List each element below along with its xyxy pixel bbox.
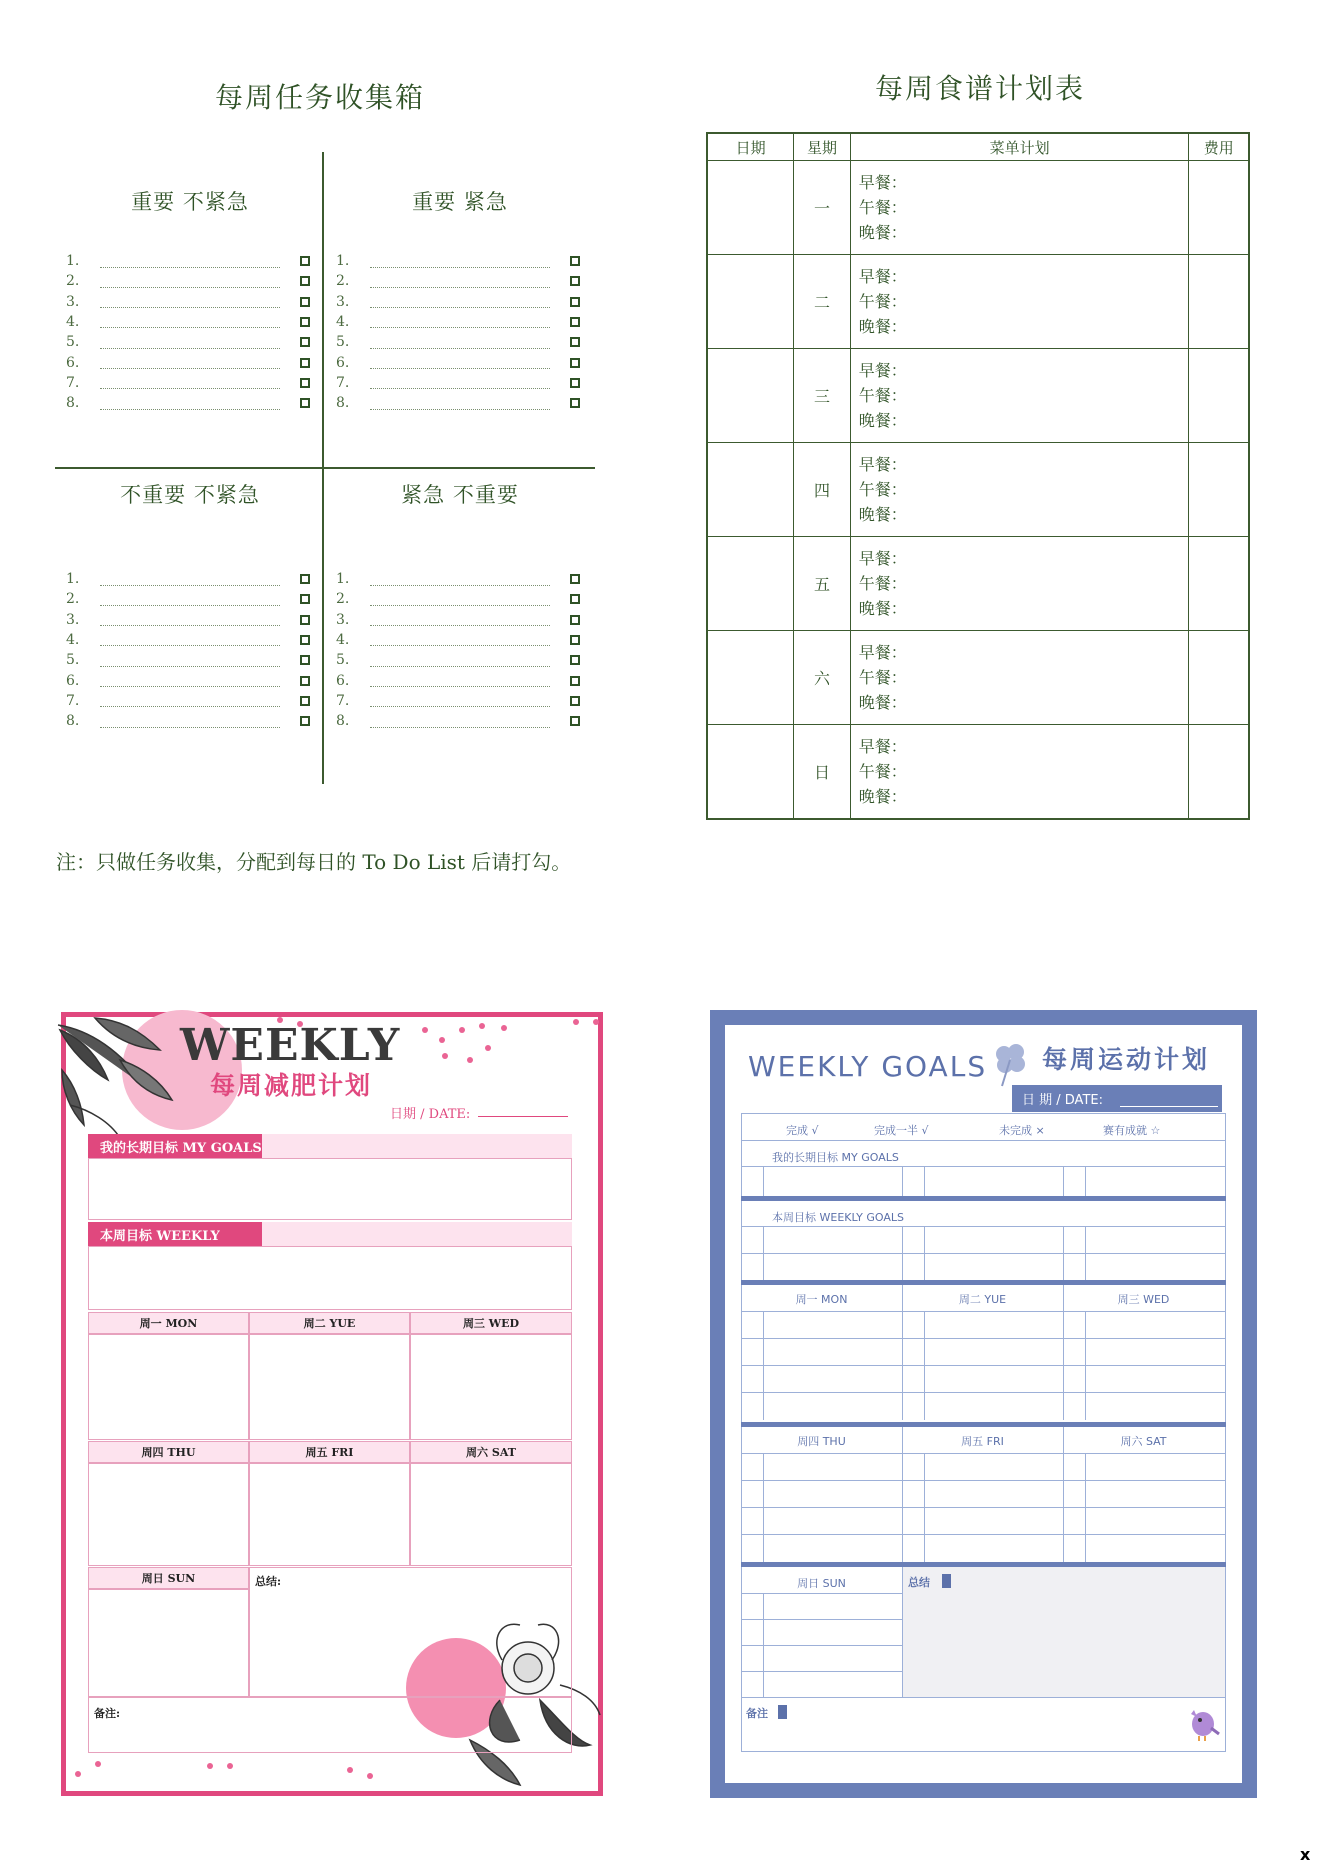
grid-line xyxy=(741,1645,902,1646)
exercise-legend xyxy=(741,1118,1226,1140)
diet-day-fri-head: 周五 FRI xyxy=(249,1441,410,1463)
menu-meal-label: 午餐： xyxy=(858,386,907,405)
diet-long-goal-label: 我的长期目标 MY GOALS xyxy=(88,1134,262,1158)
task-number: 2. xyxy=(336,273,350,290)
grid-line xyxy=(924,1311,925,1420)
exercise-week-grid-2[interactable] xyxy=(741,1427,1226,1562)
task-number: 1. xyxy=(336,571,350,587)
menu-header-plan: 菜单计划 xyxy=(850,133,1189,161)
corner-mark: x xyxy=(1300,1845,1311,1864)
menu-meal-label: 早餐： xyxy=(858,267,907,286)
grid-line xyxy=(902,1285,903,1420)
task-number: 3. xyxy=(336,293,350,310)
grid-line xyxy=(741,1507,1226,1508)
task-number: 2. xyxy=(336,591,350,608)
menu-header-weekday: 星期 xyxy=(794,133,851,161)
grid-line xyxy=(902,1166,903,1196)
menu-meal-label: 早餐： xyxy=(858,455,907,474)
exercise-day-head: 周一 MON xyxy=(795,1293,848,1306)
task-number: 5. xyxy=(66,652,80,669)
exercise-long-goal-grid[interactable] xyxy=(741,1166,1226,1196)
menu-meal-label: 晚餐： xyxy=(858,693,907,712)
exercise-long-goal-label: 我的长期目标 MY GOALS xyxy=(772,1151,899,1164)
task-number: 1. xyxy=(66,253,80,269)
task-number: 6. xyxy=(66,672,80,689)
grid-line xyxy=(741,1480,1226,1481)
task-number: 1. xyxy=(66,571,80,587)
grid-line xyxy=(924,1226,925,1280)
diet-day-sun-cell[interactable] xyxy=(88,1589,249,1697)
task-number: 8. xyxy=(66,395,80,412)
grid-line xyxy=(763,1311,764,1420)
diet-day-mon-head: 周一 MON xyxy=(88,1312,249,1334)
clover-icon xyxy=(990,1040,1030,1090)
task-number: 8. xyxy=(66,713,80,730)
task-number: 8. xyxy=(336,395,350,412)
diet-week-goal-area[interactable] xyxy=(88,1246,572,1310)
diet-day-sat-head: 周六 SAT xyxy=(410,1441,572,1463)
exercise-day-head: 周五 FRI xyxy=(961,1435,1004,1448)
task-number: 6. xyxy=(66,354,80,371)
task-number: 7. xyxy=(336,692,350,709)
menu-meal-label: 晚餐： xyxy=(858,317,907,336)
diet-day-mon-cell[interactable] xyxy=(88,1334,249,1440)
menu-meal-label: 午餐： xyxy=(858,198,907,217)
menu-title: 每周食谱计划表 xyxy=(874,72,1085,105)
task-number: 7. xyxy=(66,374,80,391)
menu-meal-label: 早餐： xyxy=(858,361,907,380)
grid-line xyxy=(1085,1166,1086,1196)
diet-week-goal-bar xyxy=(262,1222,572,1246)
menu-meal-label: 晚餐： xyxy=(858,505,907,524)
menu-meal-label: 早餐： xyxy=(858,737,907,756)
grid-line xyxy=(741,1534,1226,1535)
task-number: 4. xyxy=(66,631,80,648)
menu-weekday-cell: 日 xyxy=(794,725,851,820)
diet-day-sun-head: 周日 SUN xyxy=(88,1567,249,1589)
grid-line xyxy=(741,1671,902,1672)
menu-weekday-cell: 二 xyxy=(794,255,851,349)
grid-line xyxy=(1085,1453,1086,1562)
exercise-day-head: 周六 SAT xyxy=(1120,1435,1167,1448)
task-number: 6. xyxy=(336,672,350,689)
menu-weekday-cell: 三 xyxy=(794,349,851,443)
exercise-summary-area[interactable] xyxy=(903,1567,1225,1697)
menu-weekday-cell: 五 xyxy=(794,537,851,631)
task-number: 3. xyxy=(336,611,350,628)
diet-day-tue-cell[interactable] xyxy=(249,1334,410,1440)
grid-line xyxy=(763,1226,764,1280)
exercise-day-head: 周三 WED xyxy=(1117,1293,1170,1306)
task-number: 3. xyxy=(66,611,80,628)
menu-meal-label: 晚餐： xyxy=(858,599,907,618)
menu-meal-label: 晚餐： xyxy=(858,787,907,806)
exercise-top-line xyxy=(741,1113,1226,1114)
legend-item: 完成 √ xyxy=(786,1124,819,1137)
grid-line xyxy=(1085,1311,1086,1420)
grid-line xyxy=(763,1453,764,1562)
menu-meal-label: 午餐： xyxy=(858,480,907,499)
grid-line xyxy=(1063,1427,1064,1562)
exercise-week-goal-label: 本周目标 WEEKLY GOALS xyxy=(772,1211,904,1224)
grid-line xyxy=(741,1253,1226,1254)
diet-summary-label: 总结: xyxy=(255,1575,282,1588)
task-number: 1. xyxy=(336,253,350,269)
quadrant-label-important-urgent: 重要 紧急 xyxy=(412,190,508,214)
task-number: 4. xyxy=(336,313,350,330)
legend-item: 未完成 × xyxy=(999,1124,1045,1137)
exercise-date-label: 日 期 / DATE: xyxy=(1012,1085,1222,1112)
diet-day-tue-head: 周二 YUE xyxy=(249,1312,410,1334)
quadrant-label-important-not-urgent: 重要 不紧急 xyxy=(131,190,249,214)
menu-meal-label: 早餐： xyxy=(858,173,907,192)
grid-line xyxy=(924,1166,925,1196)
quadrant-title: 每周任务收集箱 xyxy=(214,81,425,114)
diet-day-sat-cell[interactable] xyxy=(410,1463,572,1566)
grid-line xyxy=(1063,1166,1064,1196)
task-number: 2. xyxy=(66,273,80,290)
exercise-day-head: 周二 YUE xyxy=(958,1293,1007,1306)
diet-long-goal-bar xyxy=(262,1134,572,1158)
menu-meal-label: 晚餐： xyxy=(858,411,907,430)
task-number: 7. xyxy=(336,374,350,391)
diet-title: WEEKLY xyxy=(180,1020,401,1071)
task-number: 4. xyxy=(66,313,80,330)
quadrant-note: 注：只做任务收集，分配到每日的 To Do List 后请打勾。 xyxy=(56,850,572,874)
menu-meal-label: 午餐： xyxy=(858,574,907,593)
exercise-week-grid-1[interactable] xyxy=(741,1285,1226,1422)
exercise-title-cn: 每周运动计划 xyxy=(1042,1045,1211,1074)
quadrant-label-not-important-not-urgent: 不重要 不紧急 xyxy=(120,483,260,507)
exercise-divider-1 xyxy=(741,1196,1226,1201)
grid-line xyxy=(741,1338,1226,1339)
grid-line xyxy=(741,1166,1226,1167)
menu-meal-label: 午餐： xyxy=(858,668,907,687)
menu-meal-label: 午餐： xyxy=(858,292,907,311)
exercise-day-sun-head: 周日 SUN xyxy=(797,1577,846,1590)
menu-meal-label: 早餐： xyxy=(858,549,907,568)
exercise-summary-bottom-line xyxy=(741,1697,1226,1698)
menu-meal-label: 午餐： xyxy=(858,762,907,781)
grid-line xyxy=(741,1311,1226,1312)
diet-subtitle: 每周减肥计划 xyxy=(210,1071,373,1100)
menu-header-date: 日期 xyxy=(707,133,794,161)
grid-line xyxy=(741,1453,1226,1454)
legend-item: 完成一半 √ xyxy=(874,1124,929,1137)
diet-long-goal-area[interactable] xyxy=(88,1158,572,1220)
exercise-remark-label: 备注 xyxy=(746,1707,768,1720)
diet-remark-cell[interactable] xyxy=(88,1697,572,1753)
exercise-summary-label: 总结 xyxy=(908,1576,930,1589)
legend-item: 赛有成就 ☆ xyxy=(1103,1124,1161,1137)
menu-meal-label: 早餐： xyxy=(858,643,907,662)
menu-header-cost: 费用 xyxy=(1189,133,1249,161)
diet-day-wed-head: 周三 WED xyxy=(410,1312,572,1334)
diet-summary-cell[interactable] xyxy=(249,1567,572,1697)
grid-line xyxy=(741,1226,1226,1227)
menu-meal-label: 晚餐： xyxy=(858,223,907,242)
quadrant-label-urgent-not-important: 紧急 不重要 xyxy=(401,483,519,507)
task-number: 5. xyxy=(336,652,350,669)
grid-line xyxy=(741,1365,1226,1366)
grid-line xyxy=(741,1392,1226,1393)
exercise-day-head: 周四 THU xyxy=(797,1435,846,1448)
task-number: 8. xyxy=(336,713,350,730)
exercise-remark-icon xyxy=(778,1705,787,1719)
task-number: 6. xyxy=(336,354,350,371)
grid-line xyxy=(902,1427,903,1562)
diet-date-label: 日期 / DATE: xyxy=(390,1107,471,1122)
exercise-summary-icon xyxy=(942,1574,951,1588)
task-number: 7. xyxy=(66,692,80,709)
task-number: 5. xyxy=(66,334,80,351)
menu-weekday-cell: 一 xyxy=(794,161,851,255)
task-number: 4. xyxy=(336,631,350,648)
diet-day-fri-cell[interactable] xyxy=(249,1463,410,1566)
exercise-bottom-line xyxy=(741,1751,1226,1752)
diet-day-thu-cell[interactable] xyxy=(88,1463,249,1566)
grid-line xyxy=(924,1453,925,1562)
menu-weekday-cell: 四 xyxy=(794,443,851,537)
grid-line xyxy=(763,1593,764,1697)
exercise-week-goal-grid[interactable] xyxy=(741,1226,1226,1280)
menu-weekday-cell: 六 xyxy=(794,631,851,725)
diet-day-wed-cell[interactable] xyxy=(410,1334,572,1440)
grid-line xyxy=(741,1619,902,1620)
task-number: 3. xyxy=(66,293,80,310)
diet-date-field[interactable] xyxy=(478,1116,568,1117)
grid-line xyxy=(763,1166,764,1196)
exercise-title: WEEKLY GOALS xyxy=(748,1050,988,1083)
diet-week-goal-label: 本周目标 WEEKLY xyxy=(88,1222,262,1246)
exercise-legend-line xyxy=(741,1140,1226,1141)
bird-icon xyxy=(1185,1702,1221,1742)
grid-line xyxy=(741,1593,902,1594)
grid-line xyxy=(1085,1226,1086,1280)
task-number: 5. xyxy=(336,334,350,351)
diet-remark-label: 备注: xyxy=(94,1707,121,1720)
diet-day-thu-head: 周四 THU xyxy=(88,1441,249,1463)
grid-line xyxy=(902,1226,903,1280)
grid-line xyxy=(1063,1226,1064,1280)
grid-line xyxy=(1063,1285,1064,1420)
exercise-date-field[interactable] xyxy=(1120,1106,1218,1107)
task-number: 2. xyxy=(66,591,80,608)
